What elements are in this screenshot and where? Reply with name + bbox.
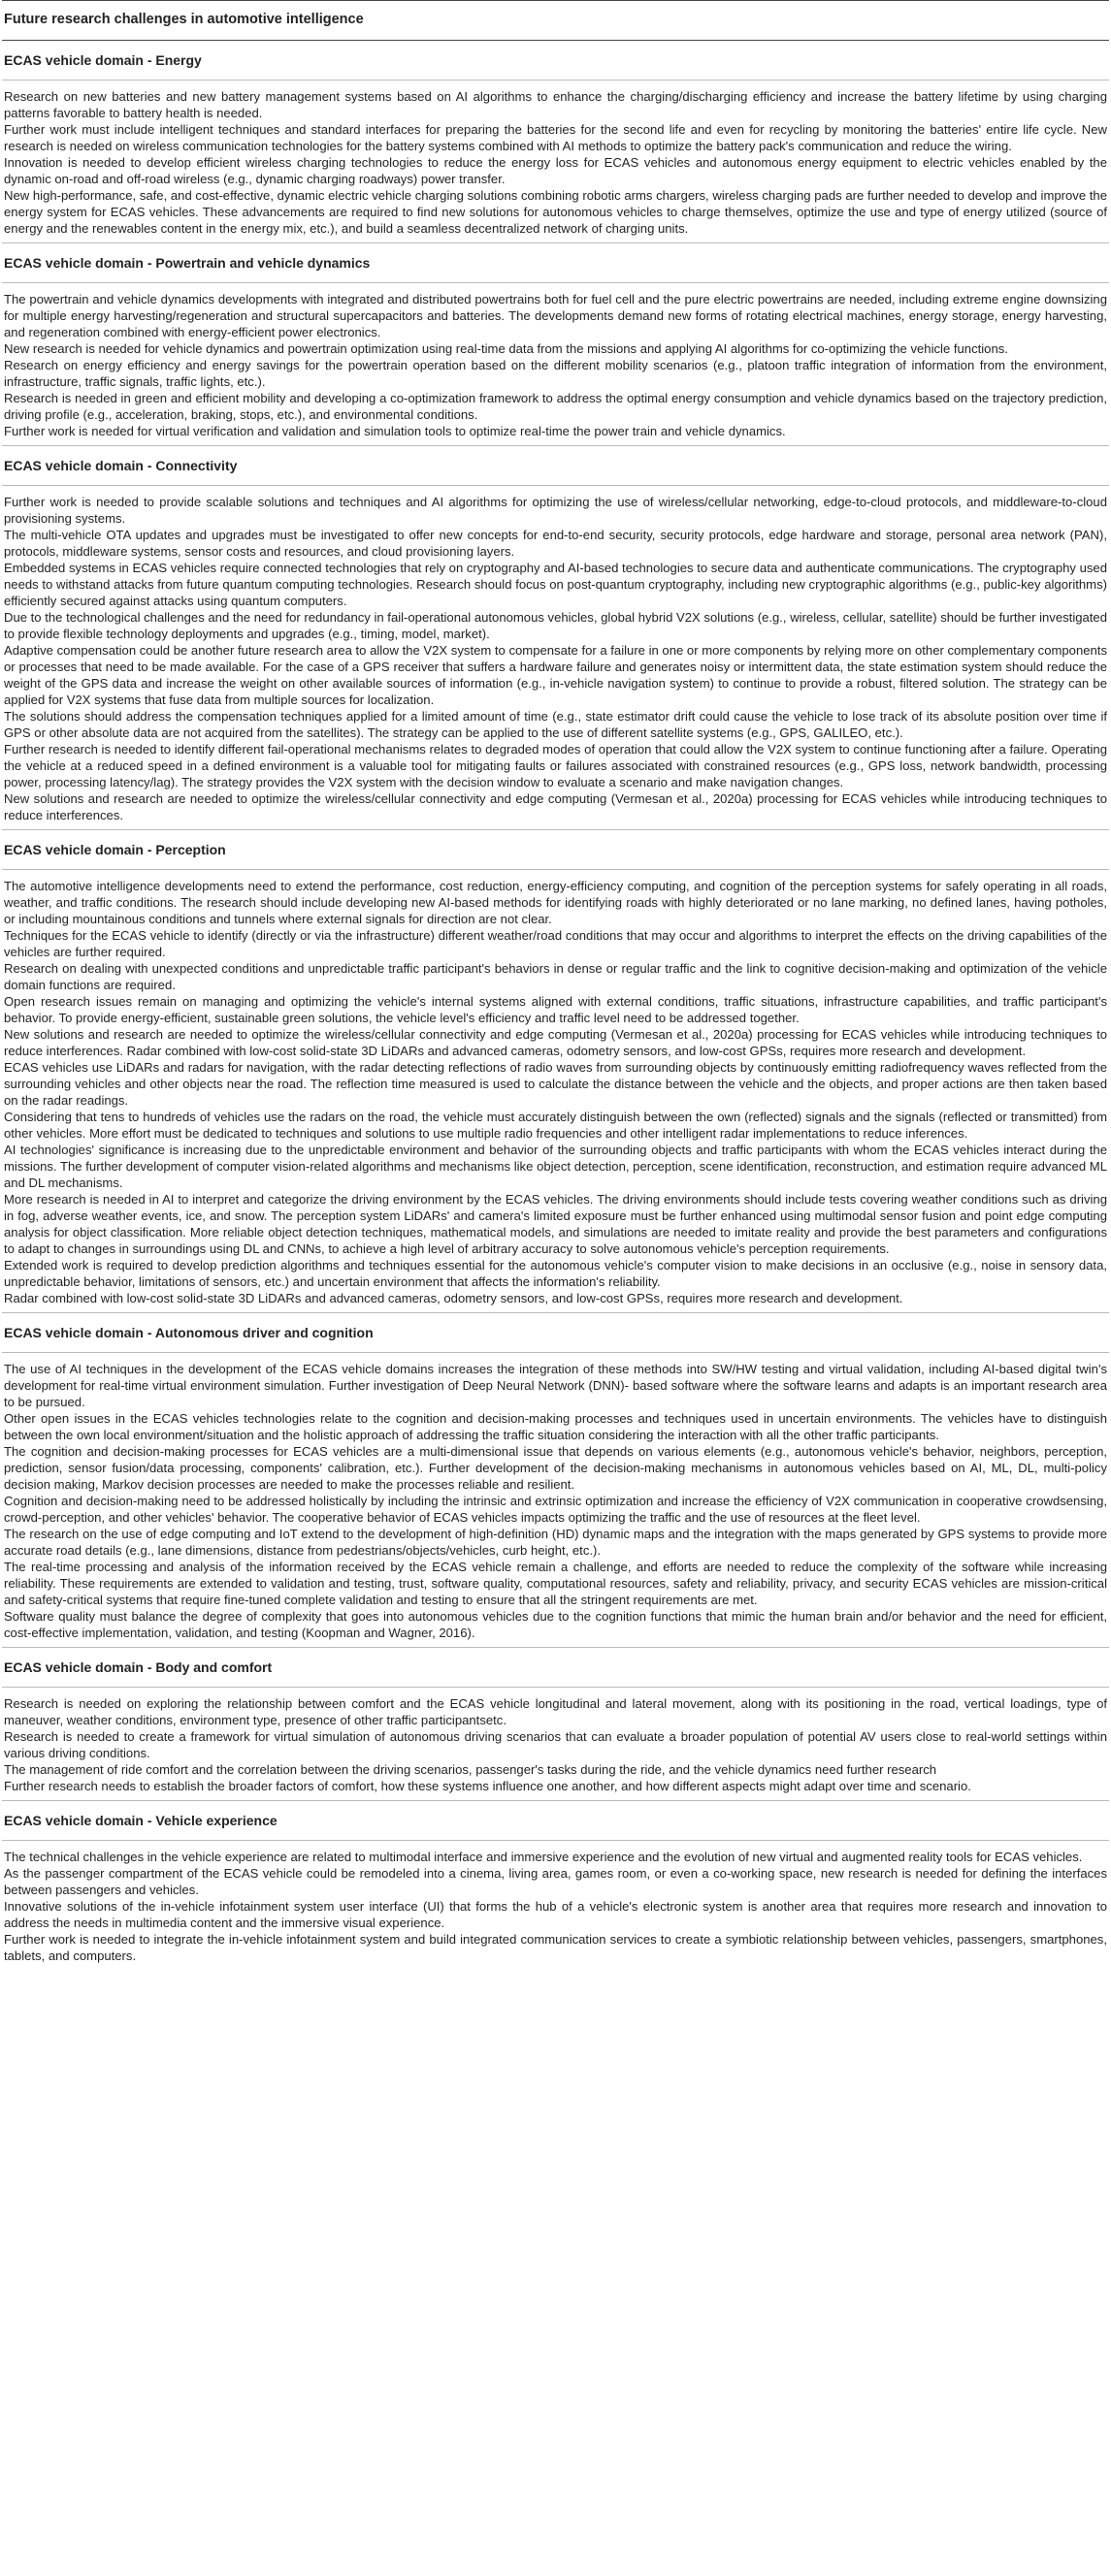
paragraph: The real-time processing and analysis of the information received by the ECAS vehicle remain a challenge, and efforts are needed to reduce the complexity of the software while increasing reliability. These requirements are extended to validation and testing, trust, software quality, computational resources, safety and reliability, privacy, and security ECAS vehicles are mission-critical and safety-critical systems that require fine-tuned complete validation and testing to ensure that all the stringent requirements are met. bbox=[4, 1560, 1107, 1607]
paragraph: Radar combined with low-cost solid-state 3D LiDARs and advanced cameras, odometry sensors, and low-cost GPSs, requires more research and development. bbox=[4, 1291, 903, 1305]
paragraph: The management of ride comfort and the correlation between the driving scenarios, passenger's tasks during the ride, and the vehicle dynamics need further research bbox=[4, 1762, 937, 1777]
section bbox=[2, 1648, 1109, 1801]
paragraph: AI technologies' significance is increasing due to the unpredictable environment and behavior of the surrounding objects and traffic participants with whom the ECAS vehicles interact during the missions. The further development of computer vision-related algorithms and mechanisms like object detection, perception, scene identification, reconstruction, and estimation require advanced ML and DL mechanisms. bbox=[4, 1143, 1107, 1190]
section bbox=[2, 830, 1109, 1313]
section bbox=[2, 1313, 1109, 1648]
section bbox=[2, 446, 1109, 830]
paragraph: The research on the use of edge computing and IoT extend to the development of high-definition (HD) dynamic maps and the integration with the maps generated by GPS systems to provide more accurate road details (e.g., lane dimensions, distance from pedestrians/objects/vehicles, curb height, etc.). bbox=[4, 1527, 1107, 1558]
paragraph: The use of AI techniques in the development of the ECAS vehicle domains increases the integration of these methods into SW/HW testing and virtual validation, including AI-based digital twin's development for real-time virtual environment simulation. Further investigation of Deep Neural Network (DNN)- based software where the software learns and adapts is an important research area to be pursued. bbox=[4, 1362, 1107, 1409]
table-title: Future research challenges in automotive intelligence bbox=[2, 0, 1109, 41]
paragraph: Other open issues in the ECAS vehicles technologies relate to the cognition and decision-making processes and techniques used in uncertain environments. The vehicles have to distinguish between the own local environment/situation and the holistic approach of addressing the traffic situation considering the interaction with all the other traffic participants. bbox=[4, 1411, 1107, 1442]
paragraph: Further work is needed to provide scalable solutions and techniques and AI algorithms for optimizing the use of wireless/cellular networking, edge-to-cloud protocols, and middleware-to-cloud provisioning systems. bbox=[4, 495, 1107, 526]
sections-container bbox=[2, 41, 1109, 1970]
section bbox=[2, 41, 1109, 243]
paragraph: The automotive intelligence developments need to extend the performance, cost reduction, energy-efficiency computing, and cognition of the perception systems for safely operating in all roads, weather, and traffic conditions. The research should include developing new AI-based methods for identifying roads with highly deteriorated or no lane marking, no defined lanes, having potholes, or including mountainous conditions and tunnels where external signals for direction are not clear. bbox=[4, 879, 1107, 926]
paragraph: Further research is needed to identify different fail-operational mechanisms relates to degraded modes of operation that could allow the V2X system to continue functioning after a failure. Operating the vehicle at a reduced speed in a defined environment is a valuable tool for mitigating faults or failures associated with constrained resources (e.g., GPS loss, network bandwidth, processing power, processing latency/lag). The strategy provides the V2X system with the decision window to evaluate a scenario and make navigation changes. bbox=[4, 742, 1107, 789]
paragraph: New research is needed for vehicle dynamics and powertrain optimization using real-time data from the missions and applying AI algorithms for co-optimizing the vehicle functions. bbox=[4, 341, 1008, 356]
section-heading: ECAS vehicle domain - Vehicle experience bbox=[2, 1801, 1109, 1841]
paragraph: Research on new batteries and new battery management systems based on AI algorithms to enhance the charging/discharging efficiency and increase the battery lifetime by using charging patterns favorable to battery health is needed. bbox=[4, 89, 1107, 120]
paragraph: ECAS vehicles use LiDARs and radars for navigation, with the radar detecting reflections of radio waves from surrounding objects by continuously emitting radiofrequency waves reflected from the surrounding vehicles and other objects near the road. The reflection time measured is used to calculate the distance between the vehicle and the objects, and proper actions are then taken based on the radar readings. bbox=[4, 1060, 1107, 1108]
paragraph: Further work is needed for virtual verification and validation and simulation tools to optimize real-time the power train and vehicle dynamics. bbox=[4, 424, 786, 438]
paragraph: Techniques for the ECAS vehicle to identify (directly or via the infrastructure) different weather/road conditions that may occur and algorithms to interpret the effects on the driving capabilities of the vehicles are further required. bbox=[4, 928, 1107, 959]
paragraph: Software quality must balance the degree of complexity that goes into autonomous vehicles due to the cognition functions that mimic the human brain and/or behavior and the need for efficient, cost-effective implementation, validation, and testing (Koopman and Wagner, 2016). bbox=[4, 1609, 1107, 1640]
paragraph: Innovative solutions of the in-vehicle infotainment system user interface (UI) that forms the hub of a vehicle's electronic system is another area that requires more research and innovation to address the needs in multimedia content and the immersive visual experience. bbox=[4, 1899, 1107, 1930]
paragraph: Research is needed on exploring the relationship between comfort and the ECAS vehicle longitudinal and lateral movement, along with its positioning in the road, vertical loadings, type of maneuver, weather conditions, environment type, presence of other traffic participantsetc. bbox=[4, 1696, 1107, 1727]
section-heading: ECAS vehicle domain - Powertrain and vehicle dynamics bbox=[2, 243, 1109, 283]
section-heading: ECAS vehicle domain - Autonomous driver and cognition bbox=[2, 1313, 1109, 1353]
section-heading: ECAS vehicle domain - Energy bbox=[2, 41, 1109, 80]
paragraph: The solutions should address the compensation techniques applied for a limited amount of time (e.g., state estimator drift could cause the vehicle to lose track of its absolute position over time if GPS or other absolute data are not acquired from the satellites). The strategy can be applied to the use of different satellite systems (e.g., GPS, GALILEO, etc.). bbox=[4, 709, 1107, 740]
paragraph: Extended work is required to develop prediction algorithms and techniques essential for the autonomous vehicle's computer vision to make decisions in an occlusive (e.g., noise in sensory data, unpredictable behavior, limitations of sensors, etc.) and uncertain environment that affects the information's reliability. bbox=[4, 1258, 1107, 1289]
section-body bbox=[2, 870, 1109, 1313]
paragraph: Research on dealing with unexpected conditions and unpredictable traffic participant's behaviors in dense or regular traffic and the link to cognitive decision-making and optimization of the vehicle domain functions are required. bbox=[4, 961, 1107, 992]
paragraph: More research is needed in AI to interpret and categorize the driving environment by the ECAS vehicles. The driving environments should include tests covering weather conditions such as driving in fog, adverse weather events, ice, and snow. The perception system LiDARs' and camera's limited exposure must be further enhanced using multimodal sensor fusion and point edge computing analysis for object classification. More reliable object detection techniques, mathematical models, and simulations are needed to imitate reality and provide the best parameters and configurations to adapt to changes in surroundings using DL and CNNs, to achieve a high level of arbitrary accuracy to solve autonomous vehicle's perception requirements. bbox=[4, 1192, 1107, 1256]
paragraph: Embedded systems in ECAS vehicles require connected technologies that rely on cryptography and AI-based technologies to secure data and authenticate communications. The cryptography used needs to withstand attacks from future quantum computing technologies. Research should focus on post-quantum cryptography, including new cryptographic algorithms (e.g., public-key algorithms) efficiently secured against attacks using quantum computers. bbox=[4, 561, 1107, 608]
section-body bbox=[2, 283, 1109, 446]
paragraph: New high-performance, safe, and cost-effective, dynamic electric vehicle charging solutions combining robotic arms chargers, wireless charging pads are further needed to develop and improve the energy system for ECAS vehicles. These advancements are required to find new solutions for autonomous vehicles to charge themselves, optimize the use and type of energy utilized (source of energy and the renewables content in the energy mix, etc.), and build a seamless decentralized network of charging units. bbox=[4, 188, 1107, 236]
paragraph: Further work is needed to integrate the in-vehicle infotainment system and build integrated communication services to create a symbiotic relationship between vehicles, passengers, smartphones, tablets, and computers. bbox=[4, 1932, 1107, 1963]
section-body bbox=[2, 1841, 1109, 1970]
paragraph: Considering that tens to hundreds of vehicles use the radars on the road, the vehicle must accurately distinguish between the own (reflected) signals and the signals (reflected or transmitted) from other vehicles. More effort must be dedicated to techniques and solutions to use multiple radio frequencies and other intelligent radar implementations to reduce inferences. bbox=[4, 1110, 1107, 1141]
paragraph: Further work must include intelligent techniques and standard interfaces for preparing the batteries for the second life and even for recycling by monitoring the batteries' entire life cycle. New research is needed on wireless communication technologies for the battery systems combined with AI methods to optimize the battery pack's communication and reduce the wiring. bbox=[4, 122, 1107, 153]
paragraph: The multi-vehicle OTA updates and upgrades must be investigated to offer new concepts for end-to-end security, security protocols, edge hardware and storage, personal area network (PAN), protocols, middleware systems, sensor costs and resources, and cloud provisioning layers. bbox=[4, 528, 1107, 559]
section-body bbox=[2, 486, 1109, 830]
paragraph: New solutions and research are needed to optimize the wireless/cellular connectivity and edge computing (Vermesan et al., 2020a) processing for ECAS vehicles while introducing techniques to reduce interferences. Radar combined with low-cost solid-state 3D LiDARs and advanced cameras, odometry sensors, and low-cost GPSs, requires more research and development. bbox=[4, 1027, 1107, 1058]
paragraph: Research is needed in green and efficient mobility and developing a co-optimization framework to address the optimal energy consumption and vehicle dynamics based on the trajectory prediction, driving profile (e.g., acceleration, braking, stops, etc.), and environmental conditions. bbox=[4, 391, 1107, 422]
paragraph: Adaptive compensation could be another future research area to allow the V2X system to compensate for a failure in one or more components by relying more on other complementary components or processes that need to be made available. For the case of a GPS receiver that suffers a hardware failure and generates noisy or intermittent data, the state estimation system should reduce the weight of the GPS data and increase the weight on other available sources of information (e.g., in-vehicle navigation system) to continue to provide a robust, filtered solution. The strategy can be applied for V2X systems that fuse data from multiple sources for localization. bbox=[4, 643, 1107, 707]
section-body bbox=[2, 1353, 1109, 1648]
paragraph: Due to the technological challenges and the need for redundancy in fail-operational autonomous vehicles, global hybrid V2X solutions (e.g., wireless, cellular, satellite) should be further investigated to provide flexible technology deployments and upgrades (e.g., timing, model, market). bbox=[4, 610, 1107, 641]
section bbox=[2, 1801, 1109, 1970]
paragraph: Open research issues remain on managing and optimizing the vehicle's internal systems aligned with external conditions, traffic situations, infrastructure capabilities, and traffic participant's behavior. To provide energy-efficient, sustainable green solutions, the vehicle level's efficiency and traffic level need to be addressed together. bbox=[4, 994, 1107, 1025]
section bbox=[2, 243, 1109, 446]
section-heading: ECAS vehicle domain - Body and comfort bbox=[2, 1648, 1109, 1688]
paragraph: The powertrain and vehicle dynamics developments with integrated and distributed powertrains both for fuel cell and the pure electric powertrains are needed, including extreme engine downsizing for multiple energy harvesting/regeneration and structural supercapacitors and batteries. The developments demand new forms of rotating electrical machines, energy storage, energy harvesting, and regeneration combined with energy-efficient power electronics. bbox=[4, 292, 1107, 339]
paragraph: Further research needs to establish the broader factors of comfort, how these systems influence one another, and how different aspects might adapt over time and scenario. bbox=[4, 1779, 971, 1793]
paragraph: Research is needed to create a framework for virtual simulation of autonomous driving scenarios that can evaluate a broader population of potential AV users close to real-world settings within various driving conditions. bbox=[4, 1729, 1107, 1760]
section-heading: ECAS vehicle domain - Connectivity bbox=[2, 446, 1109, 486]
paragraph: As the passenger compartment of the ECAS vehicle could be remodeled into a cinema, living area, games room, or even a co-working space, new research is needed for defining the interfaces between passengers and vehicles. bbox=[4, 1866, 1107, 1897]
paragraph: Research on energy efficiency and energy savings for the powertrain operation based on the different mobility scenarios (e.g., platoon traffic integration of information from the environment, infrastructure, traffic signals, traffic lights, etc.). bbox=[4, 358, 1107, 389]
paragraph: New solutions and research are needed to optimize the wireless/cellular connectivity and edge computing (Vermesan et al., 2020a) processing for ECAS vehicles while introducing techniques to reduce interferences. bbox=[4, 791, 1107, 822]
paragraph: The cognition and decision-making processes for ECAS vehicles are a multi-dimensional issue that depends on various elements (e.g., autonomous vehicle's behavior, neighbors, perception, prediction, sensor fusion/data processing, components' calibration, etc.). Further development of the decision-making mechanisms in autonomous vehicles based on AI, ML, DL, multi-policy decision making, Markov decision processes are needed to make the processes reliable and resilient. bbox=[4, 1444, 1107, 1492]
paragraph: The technical challenges in the vehicle experience are related to multimodal interface and immersive experience and the evolution of new virtual and augmented reality tools for ECAS vehicles. bbox=[4, 1850, 1083, 1864]
section-body bbox=[2, 80, 1109, 243]
paragraph: Cognition and decision-making need to be addressed holistically by including the intrinsic and extrinsic optimization and increase the efficiency of V2X communication in cooperative crowdsensing, crowd-perception, and other vehicles' behavior. The cooperative behavior of ECAS vehicles impacts optimizing the traffic and the use of resources at the fleet level. bbox=[4, 1494, 1107, 1525]
section-body bbox=[2, 1688, 1109, 1801]
paragraph: Innovation is needed to develop efficient wireless charging technologies to reduce the energy loss for ECAS vehicles and autonomous energy equipment to electric vehicles enabled by the dynamic on-road and off-road wireless (e.g., dynamic charging roadways) power transfer. bbox=[4, 155, 1107, 186]
section-heading: ECAS vehicle domain - Perception bbox=[2, 830, 1109, 870]
